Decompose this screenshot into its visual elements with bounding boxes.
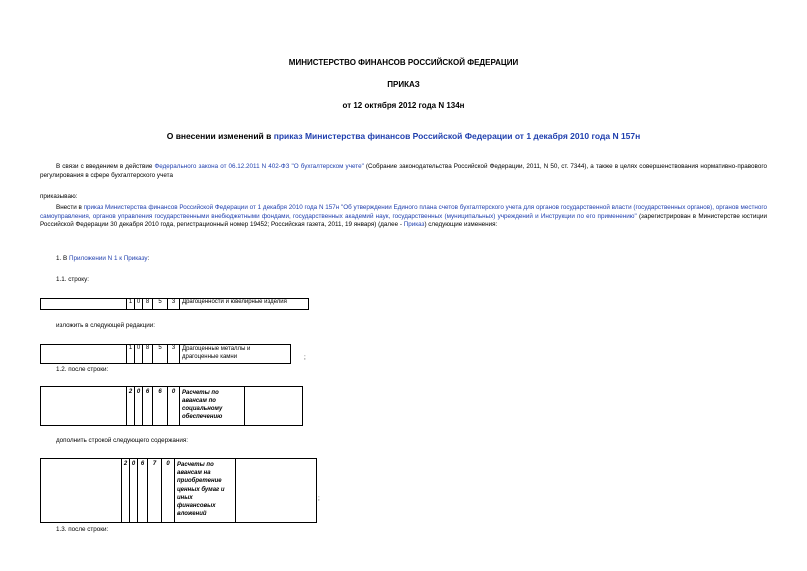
item-1-1: 1.1. строку: — [56, 276, 90, 283]
code-digit: 0 — [162, 459, 175, 523]
item-1-prefix: 1. В — [56, 255, 69, 262]
account-row-table-1 — [40, 298, 309, 310]
item-1 — [56, 255, 149, 262]
code-digit: 0 — [130, 459, 138, 523]
empty-cell — [245, 387, 303, 426]
intro-text-2: (Собрание законодательства Российской Федерации, 2011, N 50, ст. 7344), а также в целях совершенствования нормативно-правового регулирования в сфере бухгалтерского учета — [40, 163, 767, 179]
account-name: Расчеты по авансам по социальному обеспечению — [180, 387, 245, 426]
row-end-semicolon: ; — [318, 495, 320, 502]
code-digit: 0 — [135, 387, 143, 426]
amend-text-1: Внести в — [56, 204, 84, 211]
empty-cell — [41, 345, 127, 364]
prikazyvayu-label: приказываю: — [40, 193, 78, 200]
code-digit: 1 — [127, 299, 135, 310]
item-1-suffix: : — [147, 255, 150, 262]
appendix-1-link[interactable]: Приложении N 1 к Приказу — [68, 255, 148, 262]
item-1-2: 1.2. после строки: — [56, 366, 109, 373]
account-row-table-2 — [40, 344, 291, 364]
code-digit: 3 — [168, 345, 180, 364]
code-digit: 8 — [143, 299, 153, 310]
code-digit: 5 — [153, 299, 168, 310]
intro-text-1: В связи с введением в действие — [56, 163, 155, 170]
code-digit: 1 — [127, 345, 135, 364]
account-row-table-4 — [40, 458, 317, 523]
code-digit: 0 — [168, 387, 180, 426]
code-digit: 2 — [127, 387, 135, 426]
code-digit: 0 — [135, 345, 143, 364]
code-digit: 3 — [168, 299, 180, 310]
subtitle-link[interactable]: приказ Министерства финансов Российской Федерации от 1 декабря 2010 года N 157н — [273, 131, 641, 141]
dopolnit-label: дополнить строкой следующего содержания: — [56, 437, 189, 444]
empty-cell — [41, 387, 127, 426]
account-name: Расчеты по авансам на приобретение ценных бумаг и иных финансовых вложений — [175, 459, 236, 523]
code-digit: 6 — [138, 459, 148, 523]
empty-cell — [41, 459, 122, 523]
ministry-title: МИНИСТЕРСТВО ФИНАНСОВ РОССИЙСКОЙ ФЕДЕРАЦИИ — [288, 58, 519, 67]
intro-paragraph — [40, 163, 767, 180]
code-digit: 5 — [153, 345, 168, 364]
empty-cell — [236, 459, 317, 523]
empty-cell — [41, 299, 127, 310]
doc-date-number: от 12 октября 2012 года N 134н — [342, 101, 465, 110]
izlozhit-label: изложить в следующей редакции: — [56, 322, 156, 329]
code-digit: 2 — [122, 459, 130, 523]
amend-text-3: ) следующие изменения: — [424, 221, 498, 229]
code-digit: 6 — [153, 387, 168, 426]
order-157n-link[interactable]: приказ Министерства финансов Российской Федерации от 1 декабря 2010 года N 157н "Об утверждении Единого плана счетов бухгалтерского учета для органов государственной власти (государственных органов), органов местного самоуправления, органов управления государственными внебюджетными фондами, государственных академий наук, государственных (муниципальных) учреждений и Инструкции по его применению" — [40, 204, 767, 220]
account-name: Драгоценности и ювелирные изделия — [180, 299, 309, 310]
code-digit: 6 — [143, 387, 153, 426]
amendment-paragraph — [40, 204, 767, 230]
item-1-3: 1.3. после строки: — [56, 526, 109, 533]
account-row-table-3 — [40, 386, 303, 426]
code-digit: 0 — [135, 299, 143, 310]
document-subtitle — [0, 131, 807, 141]
amend-text-2: (зарегистрирован в Министерстве юстиции Российской Федерации 30 декабря 2010 года, регистрационный номер 19452; Российская газета, 2011, 19 января) (далее - — [40, 212, 768, 229]
code-digit: 7 — [148, 459, 162, 523]
federal-law-link[interactable]: Федерального закона от 06.12.2011 N 402-ФЗ "О бухгалтерском учете" — [154, 163, 364, 170]
doc-type-title: ПРИКАЗ — [387, 80, 420, 89]
order-short-link[interactable]: Приказ — [403, 221, 425, 229]
code-digit: 8 — [143, 345, 153, 364]
row-end-semicolon: ; — [304, 354, 306, 361]
account-name: Драгоценные металлы и драгоценные камни — [180, 345, 291, 364]
subtitle-prefix: О внесении изменений в — [166, 131, 274, 141]
